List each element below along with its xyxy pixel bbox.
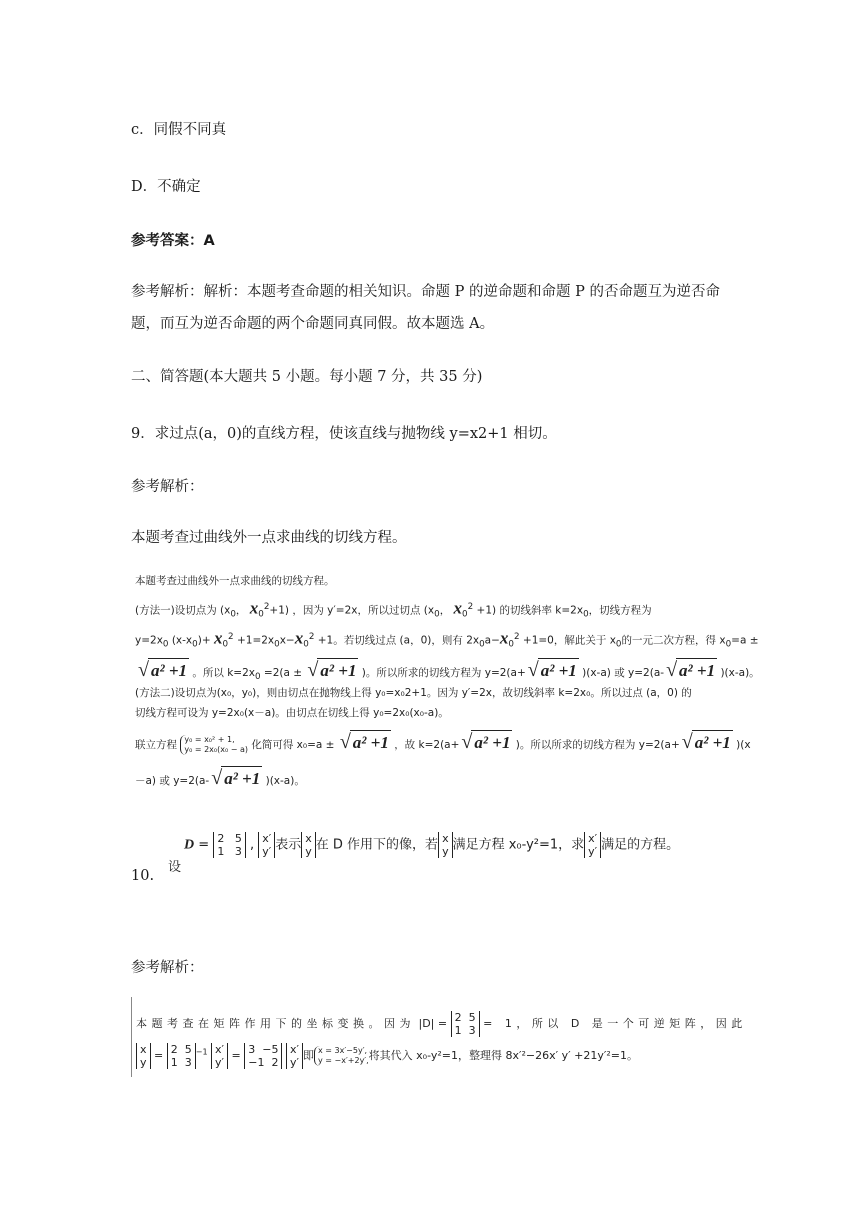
q10-solution-image [131,997,747,1077]
vector: x y [301,832,316,858]
scan-line: －a) 或 y=2(a-√ a² +1 )(x-a)。 [135,766,305,792]
q9-intro: 本题考查过曲线外一点求曲线的切线方程。 [131,530,407,546]
matrix-inverse: 3 −5 −1 2 [244,1043,282,1069]
answer-line: 参考答案：A [131,233,215,249]
matrix-D: 2 5 1 3 [213,832,246,858]
scan-line: x y = 2 5 1 $3^{-1}$ x′ y′ = 3 −5 −1 2 x′ y′即 x = 3x′−5y′, y = −x′+2y′,将其代入 x₀-y²=1，整理得 8x′²−26x′ y′ +21y′²=1。 [136,1043,638,1069]
vector-prime: x′ y′ [211,1043,228,1069]
scan-line: 切线方程可设为 y=2x₀(x－a)。由切点在切线上得 y₀=2x₀(x₀-a)。 [135,707,449,719]
q9-solution-image [133,570,760,798]
equation-system: x = 3x′−5y′, y = −x′+2y′, [314,1046,369,1066]
scan-line: 联立方程 y₀ = x₀² + 1, y₀ = 2x₀(x₀ − a) 化简可得 x₀=a ± √ a² +1 ，故 k=2(a+√ a² +1 )。所以所求的切线方程为 y=2(a+√ a² +1 )(x [135,730,751,756]
analysis-q8: 参考解析：解析：本题考查命题的相关知识。命题 P 的逆命题和命题 P 的否命题互为逆否命题，而互为逆否命题的两个命题同真同假。故本题选 A。 [131,284,720,332]
vector-prime: x′ y′ [584,832,601,858]
matrix-D: 2 5 1 3 [167,1043,196,1069]
section-heading: 二、简答题(本大题共 5 小题。每小题 7 分，共 35 分) [131,369,483,385]
scan-line: 本题考查过曲线外一点求曲线的切线方程。 [135,575,335,587]
scan-line: 本题考查在矩阵作用下的坐标变换。因为 |D| = 2 5 1 3 = 1，所以 D 是一个可逆矩阵，因此 [136,1011,747,1037]
vector-prime: x′ y′ [258,832,275,858]
option-d: D．不确定 [131,179,201,195]
reference-label: 参考解析： [131,479,204,495]
scan-line: $y=2x_0$ $(x-x_0)+ x_0^2 +1=2x_0x-x_0^2 +1$。若切线过点 (a，0)，则有 $2x_0a-x_0^2 +1=0$，解此关于 $x_0$的一元二次方程，得 $x_0=a$ ± [135,628,759,650]
question-10-image: 设 D = 2 5 1 3 , x′ y′ 表示 x y 在 D 作用下的像，若 x y 满足方程 x₀-y²=1，求 x′ y′ 满足的方程。 [168,832,680,875]
scan-line: √ a² +1 。所以 $k=2x_0 =2(a$ ± √ a² +1 )。所以所求的切线方程为 y=2(a+√ a² +1 )(x-a) 或 y=2(a-√ a² +1 )(x-a)。 [147,658,760,688]
vector-prime: x′ y′ [286,1043,303,1069]
equation-system: y₀ = x₀² + 1, y₀ = 2x₀(x₀ − a) [180,735,248,755]
matrix-D: 2 5 1 3 [451,1011,480,1037]
option-c: c．同假不同真 [131,122,227,138]
vector: x y [438,832,453,858]
scan-line: (方法二)设切点为(x₀，y₀)，则由切点在抛物线上得 y₀=x₀2+1。因为 y′=2x，故切线斜率 k=2x₀。所以过点 (a，0) 的 [135,687,692,699]
question-10-number: 10. [131,868,155,884]
scan-line: (方法一)设切点为 ($x_0$， $x_0^2+1$) ，因为 y′=2x，所以过切点 ($x_0$， $x_0^2 +1$) 的切线斜率 $k=2x_0$，切线方程为 [135,598,652,620]
question-9: 9．求过点(a，0)的直线方程，使该直线与抛物线 y=x2+1 相切。 [131,426,557,442]
reference-label: 参考解析： [131,960,204,976]
vector: x y [136,1043,151,1069]
